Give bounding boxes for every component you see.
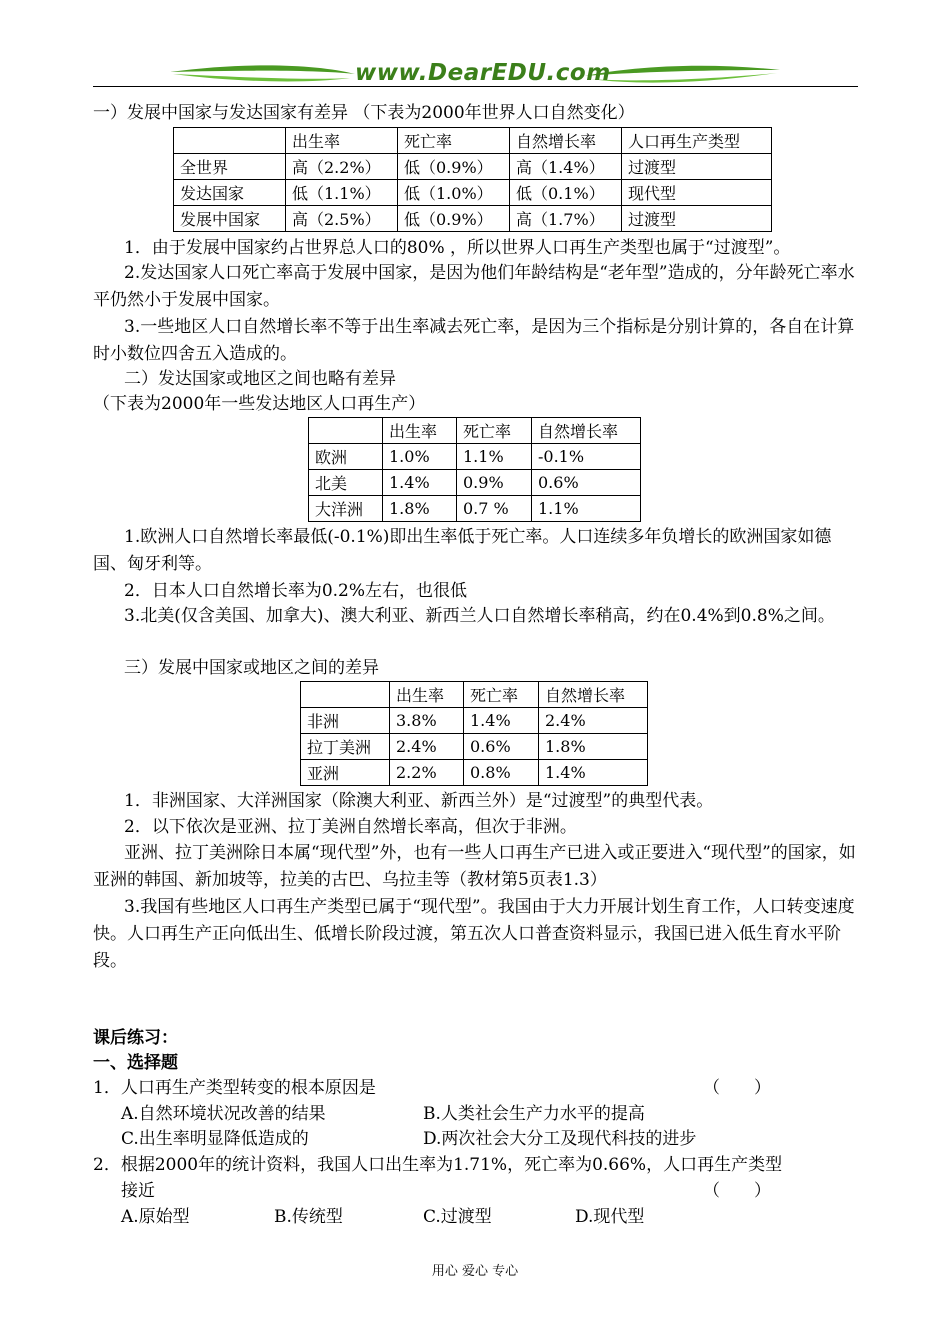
table-cell xyxy=(301,682,390,708)
page-footer: 用心 爱心 专心 xyxy=(431,1264,519,1279)
table-header-cell: 自然增长率 xyxy=(532,418,641,444)
section2-caption: （下表为2000年一些发达地区人口再生产） xyxy=(93,394,426,414)
table-cell: 全世界 xyxy=(174,154,286,180)
question-2-option-b[interactable]: B.传统型 xyxy=(274,1207,343,1227)
table-cell: 低（0.9%） xyxy=(398,154,510,180)
table-header-cell: 死亡率 xyxy=(457,418,532,444)
table-header-row xyxy=(301,682,648,708)
question-2-option-d[interactable]: D.现代型 xyxy=(575,1207,645,1227)
table-cell: 0.8% xyxy=(464,760,539,786)
question-1-stem: 1．人口再生产类型转变的根本原因是 xyxy=(93,1078,376,1098)
table-cell: 高（2.5%） xyxy=(286,206,398,232)
table-header-cell: 人口再生产类型 xyxy=(622,128,772,154)
table-header-row xyxy=(174,128,772,154)
question-1-option-d[interactable]: D.两次社会大分工及现代科技的进步 xyxy=(423,1129,697,1149)
table-header-cell: 死亡率 xyxy=(464,682,539,708)
question-2-answer-bracket: （ ） xyxy=(703,1181,771,1201)
section3-point-1: 1．非洲国家、大洋洲国家（除澳大利亚、新西兰外）是“过渡型”的典型代表。 xyxy=(124,791,714,811)
section2-point-3: 3.北美(仅含美国、加拿大)、澳大利亚、新西兰人口自然增长率稍高，约在0.4%到0.8%之间。 xyxy=(124,606,835,626)
table-cell: 3.8% xyxy=(390,708,464,734)
table-cell: 亚洲 xyxy=(301,760,390,786)
table-cell: 发展中国家 xyxy=(174,206,286,232)
table-cell: 发达国家 xyxy=(174,180,286,206)
world-population-table xyxy=(173,127,772,232)
table-row xyxy=(309,444,641,470)
table-cell: 1.1% xyxy=(457,444,532,470)
table-cell: 2.4% xyxy=(539,708,648,734)
table-header-cell: 出生率 xyxy=(286,128,398,154)
table-cell: 低（1.1%） xyxy=(286,180,398,206)
section3-note: 亚洲、拉丁美洲除日本属“现代型”外，也有一些人口再生产已进入或正要进入“现代型”的国家，如亚洲的韩国、新加坡等，拉美的古巴、乌拉圭等（教材第5页表1.3） xyxy=(93,843,856,890)
table-cell: 0.6% xyxy=(532,470,641,496)
section2-point-2: 2．日本人口自然增长率为0.2%左右，也很低 xyxy=(124,581,468,601)
table-cell: 高（1.4%） xyxy=(510,154,622,180)
table-row xyxy=(174,206,772,232)
table-cell: 2.4% xyxy=(390,734,464,760)
table-header-cell: 出生率 xyxy=(390,682,464,708)
table-cell: 1.8% xyxy=(383,496,457,522)
table-cell: 拉丁美洲 xyxy=(301,734,390,760)
section1-point-1: 1．由于发展中国家约占世界总人口的80% ，所以世界人口再生产类型也属于“过渡型”。 xyxy=(124,238,791,258)
header-divider xyxy=(93,86,858,87)
table-cell: 0.6% xyxy=(464,734,539,760)
table-cell: 低（0.1%） xyxy=(510,180,622,206)
table-cell: 高（2.2%） xyxy=(286,154,398,180)
section1-point-3: 3.一些地区人口自然增长率不等于出生率减去死亡率，是因为三个指标是分别计算的，各自在计算时小数位四舍五入造成的。 xyxy=(93,317,855,364)
section3-heading: 三）发展中国家或地区之间的差异 xyxy=(124,658,379,678)
question-1-option-a[interactable]: A.自然环境状况改善的结果 xyxy=(121,1104,326,1124)
table-cell: 0.7 % xyxy=(457,496,532,522)
table-cell: 现代型 xyxy=(622,180,772,206)
table-row xyxy=(301,760,648,786)
question-1-option-c[interactable]: C.出生率明显降低造成的 xyxy=(121,1129,309,1149)
table-cell: 北美 xyxy=(309,470,383,496)
table-row xyxy=(301,708,648,734)
section3-point-3: 3.我国有些地区人口再生产类型已属于“现代型”。我国由于大力开展计划生育工作，人口转变速度快。人口再生产正向低出生、低增长阶段过渡，第五次人口普查资料显示，我国已进入低生育水平阶段。 xyxy=(93,897,855,971)
question-2-option-a[interactable]: A.原始型 xyxy=(121,1207,190,1227)
table-header-cell: 自然增长率 xyxy=(510,128,622,154)
table-row xyxy=(174,154,772,180)
table-cell: 1.1% xyxy=(532,496,641,522)
developing-regions-table xyxy=(300,681,648,786)
table-header-cell: 自然增长率 xyxy=(539,682,648,708)
table-cell: 1.4% xyxy=(464,708,539,734)
table-header-row xyxy=(309,418,641,444)
question-1-option-b[interactable]: B.人类社会生产力水平的提高 xyxy=(423,1104,645,1124)
table-header-cell: 出生率 xyxy=(383,418,457,444)
table-cell: 过渡型 xyxy=(622,154,772,180)
developed-regions-table xyxy=(308,417,641,522)
table-cell: 大洋洲 xyxy=(309,496,383,522)
section3-point-2: 2．以下依次是亚洲、拉丁美洲自然增长率高，但次于非洲。 xyxy=(124,817,577,837)
table-cell xyxy=(174,128,286,154)
table-cell: 低（0.9%） xyxy=(398,206,510,232)
section1-point-2: 2.发达国家人口死亡率高于发展中国家，是因为他们年龄结构是“老年型”造成的，分年龄死亡率水平仍然小于发展中国家。 xyxy=(93,263,855,310)
table-cell xyxy=(309,418,383,444)
question-1-answer-bracket: （ ） xyxy=(703,1078,771,1098)
question-2-stem-continued: 接近 xyxy=(121,1181,155,1201)
table-cell: 高（1.7%） xyxy=(510,206,622,232)
section2-point-1: 1.欧洲人口自然增长率最低(-0.1%)即出生率低于死亡率。人口连续多年负增长的欧洲国家如德国、匈牙利等。 xyxy=(93,527,832,574)
table-row xyxy=(301,734,648,760)
section1-heading: 一）发展中国家与发达国家有差异 （下表为2000年世界人口自然变化） xyxy=(93,103,635,123)
table-cell: 1.8% xyxy=(539,734,648,760)
table-cell: 1.4% xyxy=(383,470,457,496)
table-cell: 1.0% xyxy=(383,444,457,470)
section2-heading: 二）发达国家或地区之间也略有差异 xyxy=(124,369,396,389)
table-cell: 非洲 xyxy=(301,708,390,734)
table-cell: 2.2% xyxy=(390,760,464,786)
table-header-cell: 死亡率 xyxy=(398,128,510,154)
exercises-title: 课后练习： xyxy=(93,1028,178,1048)
table-row xyxy=(309,470,641,496)
table-cell: -0.1% xyxy=(532,444,641,470)
table-row xyxy=(174,180,772,206)
table-cell: 欧洲 xyxy=(309,444,383,470)
table-cell: 0.9% xyxy=(457,470,532,496)
table-row xyxy=(309,496,641,522)
header-logo-text: www.DearEDU.com xyxy=(355,60,611,86)
table-cell: 过渡型 xyxy=(622,206,772,232)
table-cell: 1.4% xyxy=(539,760,648,786)
exercises-subtitle: 一、选择题 xyxy=(93,1053,178,1073)
table-cell: 低（1.0%） xyxy=(398,180,510,206)
question-2-stem: 2．根据2000年的统计资料，我国人口出生率为1.71%，死亡率为0.66%，人口再生产类型 xyxy=(93,1155,783,1175)
question-2-option-c[interactable]: C.过渡型 xyxy=(423,1207,492,1227)
